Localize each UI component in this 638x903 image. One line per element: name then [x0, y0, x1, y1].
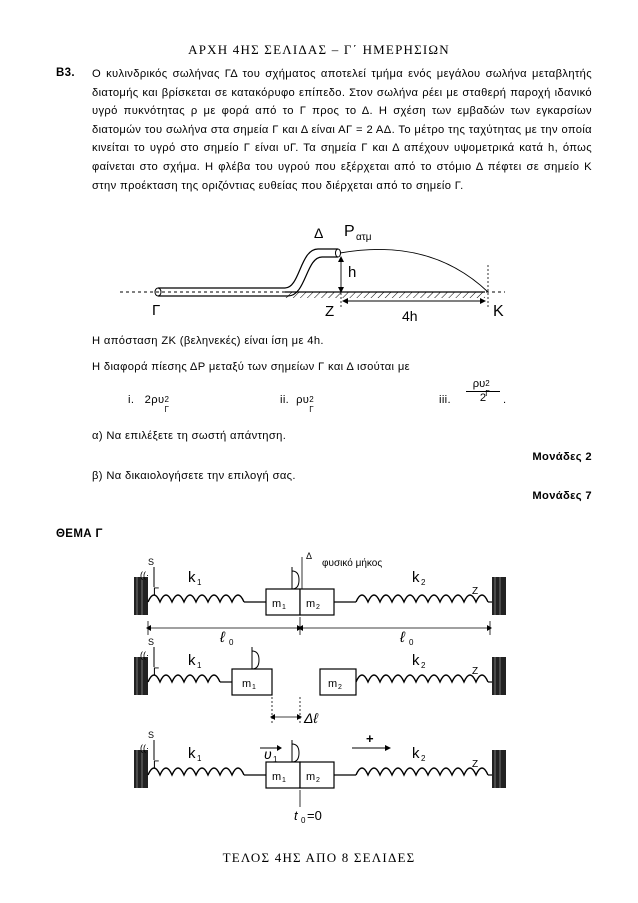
spring-figure [120, 545, 520, 830]
question-b3-label: Β3. [56, 67, 75, 79]
pipe-figure [100, 215, 520, 325]
wall-left-1 [134, 577, 148, 615]
block-m1-row2 [232, 669, 272, 695]
svg-text:1: 1 [252, 684, 256, 691]
svg-text:1: 1 [197, 661, 202, 670]
label-p: P [344, 223, 355, 240]
label-k1-row3: k [188, 745, 196, 762]
label-k2-row1: k [412, 569, 420, 586]
question-a: α) Να επιλέξετε τη σωστή απάντηση. [92, 430, 287, 442]
pipe-lower-wall [158, 257, 338, 296]
svg-text:2: 2 [421, 578, 426, 587]
label-k1-row2: k [188, 652, 196, 669]
label-k1-row1: k [188, 569, 196, 586]
svg-text:2: 2 [316, 777, 320, 784]
svg-text:2: 2 [421, 661, 426, 670]
svg-text:=0: =0 [307, 808, 322, 823]
wall-left-2 [134, 657, 148, 695]
label-l0-right: ℓ [400, 629, 405, 646]
label-delta-1: Δ [306, 551, 313, 561]
wall-right-1 [492, 577, 506, 615]
marks-a: Μονάδες 2 [532, 451, 592, 463]
label-delta-l: Δℓ [304, 710, 318, 726]
svg-text:2: 2 [338, 684, 342, 691]
svg-text:0: 0 [301, 816, 306, 825]
page-header: ΑΡΧΗ 4ΗΣ ΣΕΛΙΔΑΣ – Γ΄ ΗΜΕΡΗΣΙΩΝ [188, 42, 450, 57]
svg-text:1: 1 [197, 754, 202, 763]
spring-k1-row1 [148, 595, 244, 602]
label-k2-row3: k [412, 745, 420, 762]
marks-b: Μονάδες 7 [532, 490, 592, 502]
question-b: β) Να δικαιολογήσετε την επιλογή σας. [92, 470, 296, 482]
label-t0: t [294, 808, 298, 823]
svg-text:m: m [306, 598, 316, 610]
label-gamma-1: Γ [153, 586, 160, 598]
svg-text:2: 2 [316, 604, 320, 611]
label-gamma: Γ [152, 302, 161, 319]
option-iii-fraction: ρυ 2 Γ 2 [466, 378, 500, 404]
pipe-upper-wall [158, 249, 338, 288]
label-z-1: Z [472, 586, 479, 597]
label-z: Z [325, 303, 335, 320]
svg-text:Γ: Γ [153, 759, 160, 771]
label-p-sub: ατμ [356, 232, 372, 243]
label-v1: υ [264, 746, 272, 762]
ground-hatch [285, 292, 485, 298]
svg-text:0: 0 [229, 638, 234, 647]
svg-text:m: m [328, 678, 338, 690]
label-k2-row2: k [412, 652, 420, 669]
label-s-3: S [148, 730, 155, 740]
label-h: h [348, 264, 357, 281]
label-s-2: S [148, 637, 155, 647]
svg-text:m: m [272, 771, 282, 783]
statement-pressure: Η διαφορά πίεσης ΔΡ μεταξύ των σημείων Γ και Δ ισούται με [92, 361, 410, 373]
svg-text:m: m [242, 678, 252, 690]
label-s-1: S [148, 557, 155, 567]
svg-text:1: 1 [282, 777, 286, 784]
page-footer: ΤΕΛΟΣ 4ΗΣ ΑΠΟ 8 ΣΕΛΙΔΕΣ [222, 850, 416, 865]
label-4h: 4h [402, 308, 418, 324]
spring-k2-row3 [356, 768, 488, 775]
svg-text:1: 1 [197, 578, 202, 587]
svg-text:2: 2 [421, 754, 426, 763]
svg-text:1: 1 [282, 604, 286, 611]
statement-range: Η απόσταση ΖΚ (βεληνεκές) είναι ίση με 4h. [92, 335, 324, 347]
svg-text:0: 0 [409, 638, 414, 647]
block-m2-row2 [320, 669, 356, 695]
svg-text:m: m [272, 598, 282, 610]
theme-g-title: ΘΕΜΑ Γ [56, 528, 103, 540]
label-delta: Δ [314, 225, 324, 241]
wall-right-2 [492, 657, 506, 695]
option-i: i. 2ρυ 2 Γ [128, 394, 170, 414]
svg-text:((·: ((· [140, 570, 149, 580]
wall-left-3 [134, 750, 148, 788]
liquid-jet [340, 249, 488, 292]
svg-text:Γ: Γ [153, 666, 160, 678]
option-iii-label: iii. [439, 394, 451, 406]
svg-text:1: 1 [273, 755, 278, 764]
label-k: K [493, 303, 504, 320]
question-b3-text: Ο κυλινδρικός σωλήνας ΓΔ του σχήματος αποτελεί τμήμα ενός μεγάλου σωλήνα μεταβλητής διατομής και βρίσκεται σε κατακόρυφο επίπεδο. Στον σωλήνα ρέει με σταθερή παροχή ιδανικό υγρό πυκνότητας ρ με φορά από το Γ προς το Δ. Η σχέση των εμβαδών των εγκαρσίων διατομών του σωλήνα στα σημεία Γ και Δ είναι ΑΓ = 2 ΑΔ. Το μέτρο της ταχύτητας με την οποία κινείται το υγρό στο σημείο Γ είναι υΓ. Τα σημεία Γ και Δ απέχουν υψομετρικά κατά h, όπως φαίνεται στο σχήμα. Η φλέβα του υγρού που εξέρχεται από το στόμιο Δ πέφτει σε σημείο Κ στην προέκταση της οριζόντιας ευθείας που διέρχεται από το σημείο Γ. [92, 68, 592, 192]
svg-text:Z: Z [472, 666, 479, 677]
spring-k1-row3 [148, 768, 244, 775]
svg-text:m: m [306, 771, 316, 783]
svg-text:((·: ((· [140, 743, 149, 753]
label-natural-length: φυσικό μήκος [322, 558, 383, 569]
spring-k2-row1 [356, 595, 488, 602]
label-plus: + [366, 731, 374, 746]
svg-text:((·: ((· [140, 650, 149, 660]
wall-right-3 [492, 750, 506, 788]
svg-text:Z: Z [472, 759, 479, 770]
option-ii: ii. ρυ 2 Γ [280, 394, 315, 414]
spring-k2-row2 [356, 675, 488, 682]
label-l0-left: ℓ [220, 629, 225, 646]
